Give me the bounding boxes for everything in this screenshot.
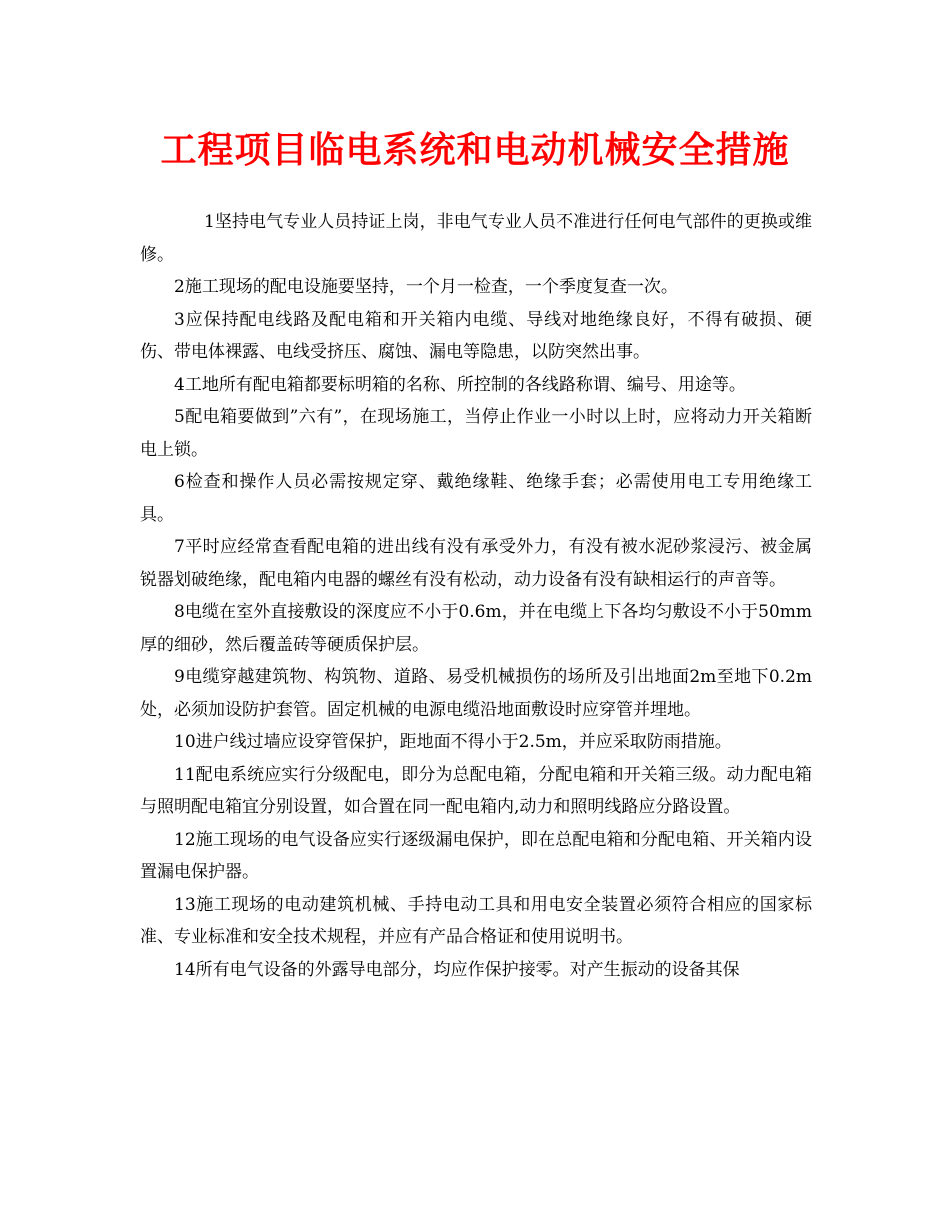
document-title: 工程项目临电系统和电动机械安全措施 <box>160 129 790 171</box>
paragraph-4: 4工地所有配电箱都要标明箱的名称、所控制的各线路称谓、编号、用途等。 <box>174 374 746 395</box>
paragraph-10: 10进户线过墙应设穿管保护，距地面不得小于2.5m，并应采取防雨措施。 <box>174 732 732 752</box>
document-body <box>140 206 812 986</box>
paragraph-14: 14所有电气设备的外露导电部分，均应作保护接零。对产生振动的设备其保 <box>174 959 740 980</box>
paragraph-9: 9电缆穿越建筑物、构筑物、道路、易受机械损伤的场所及引出地面2m至地下0.2m处，必须加设防护套管。固定机械的电源电缆沿地面敷设时应穿管并埋地。 <box>140 667 812 720</box>
paragraph-3: 3应保持配电线路及配电箱和开关箱内电缆、导线对地绝缘良好，不得有破损、硬伤、带电体裸露、电线受挤压、腐蚀、漏电等隐患，以防突然出事。 <box>140 309 812 362</box>
paragraph-13: 13施工现场的电动建筑机械、手持电动工具和用电安全装置必须符合相应的国家标准、专业标准和安全技术规程，并应有产品合格证和使用说明书。 <box>140 894 812 947</box>
paragraph-11: 11配电系统应实行分级配电，即分为总配电箱，分配电箱和开关箱三级。动力配电箱与照明配电箱宜分别设置，如合置在同一配电箱内,动力和照明线路应分路设置。 <box>140 764 812 817</box>
paragraph-6: 6检查和操作人员必需按规定穿、戴绝缘鞋、绝缘手套；必需使用电工专用绝缘工具。 <box>140 472 812 525</box>
paragraph-1: 1坚持电气专业人员持证上岗，非电气专业人员不准进行任何电气部件的更换或维修。 <box>140 212 812 265</box>
paragraph-5: 5配电箱要做到”六有”，在现场施工，当停止作业一小时以上时，应将动力开关箱断电上锁。 <box>140 407 812 460</box>
paragraph-7: 7平时应经常查看配电箱的进出线有没有承受外力，有没有被水泥砂浆浸污、被金属锐器划破绝缘，配电箱内电器的螺丝有没有松动，动力设备有没有缺相运行的声音等。 <box>140 537 812 590</box>
paragraph-8: 8电缆在室外直接敷设的深度应不小于0.6m，并在电缆上下各均匀敷设不小于50mm厚的细砂，然后覆盖砖等硬质保护层。 <box>140 602 812 655</box>
paragraph-2: 2施工现场的配电设施要坚持，一个月一检查，一个季度复查一次。 <box>174 277 678 297</box>
paragraph-12: 12施工现场的电气设备应实行逐级漏电保护，即在总配电箱和分配电箱、开关箱内设置漏电保护器。 <box>140 829 812 882</box>
